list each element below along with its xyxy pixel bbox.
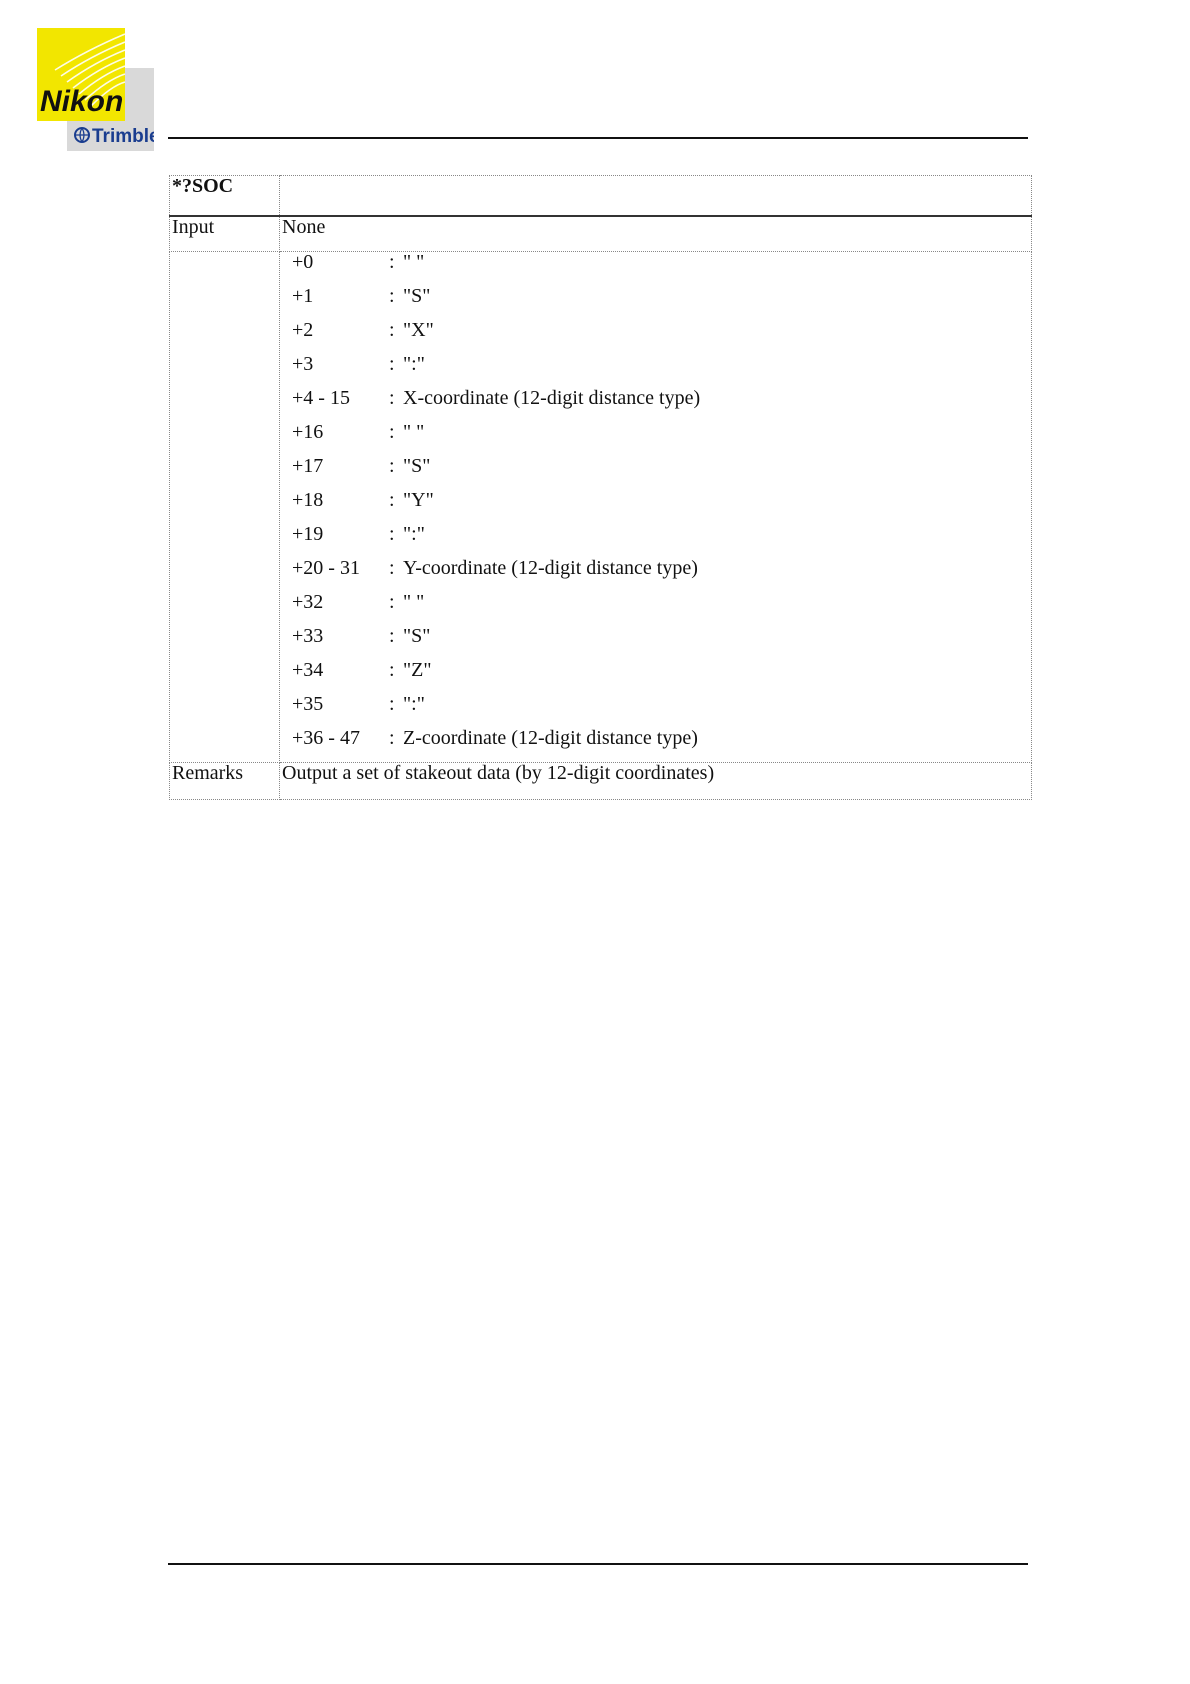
output-line: +1 : "S": [292, 285, 431, 307]
remarks-value: Output a set of stakeout data (by 12-digit coordinates): [280, 763, 1032, 800]
remarks-row: [170, 763, 1032, 800]
input-value: None: [280, 216, 1032, 252]
input-row: [170, 216, 1032, 252]
nikon-trimble-logo: [37, 28, 154, 151]
command-name-cell: [170, 176, 280, 217]
output-line: +20 - 31 : Y-coordinate (12-digit distance type): [292, 557, 698, 579]
footer-rule: [168, 1563, 1028, 1565]
command-title-blank-cell: [280, 176, 1032, 217]
output-line: +36 - 47 : Z-coordinate (12-digit distance type): [292, 727, 698, 749]
output-line: +32 : " ": [292, 591, 425, 613]
output-line: +34 : "Z": [292, 659, 432, 681]
header-rule: [168, 137, 1028, 139]
output-line: +19 : ":": [292, 523, 425, 545]
command-name: *?SOC: [172, 175, 234, 197]
command-title-row: [170, 176, 1032, 217]
output-line: +16 : " ": [292, 421, 425, 443]
output-line: +0 : " ": [292, 251, 425, 273]
logo-partner-text: Trimble: [92, 126, 154, 147]
output-label-cell: [170, 252, 280, 763]
output-line: +2 : "X": [292, 319, 434, 341]
output-row: [170, 252, 1032, 763]
input-label: Input: [170, 216, 280, 252]
command-table: [169, 175, 1032, 800]
output-line: +33 : "S": [292, 625, 431, 647]
logo-brand-text: Nikon: [40, 85, 124, 118]
output-line: +35 : ":": [292, 693, 425, 715]
output-line: +4 - 15 : X-coordinate (12-digit distance type): [292, 387, 701, 409]
remarks-label: Remarks: [170, 763, 280, 800]
output-list: [280, 252, 1032, 763]
output-line: +17 : "S": [292, 455, 431, 477]
output-line: +18 : "Y": [292, 489, 434, 511]
logo-mark: [37, 28, 154, 151]
output-line: +3 : ":": [292, 353, 425, 375]
